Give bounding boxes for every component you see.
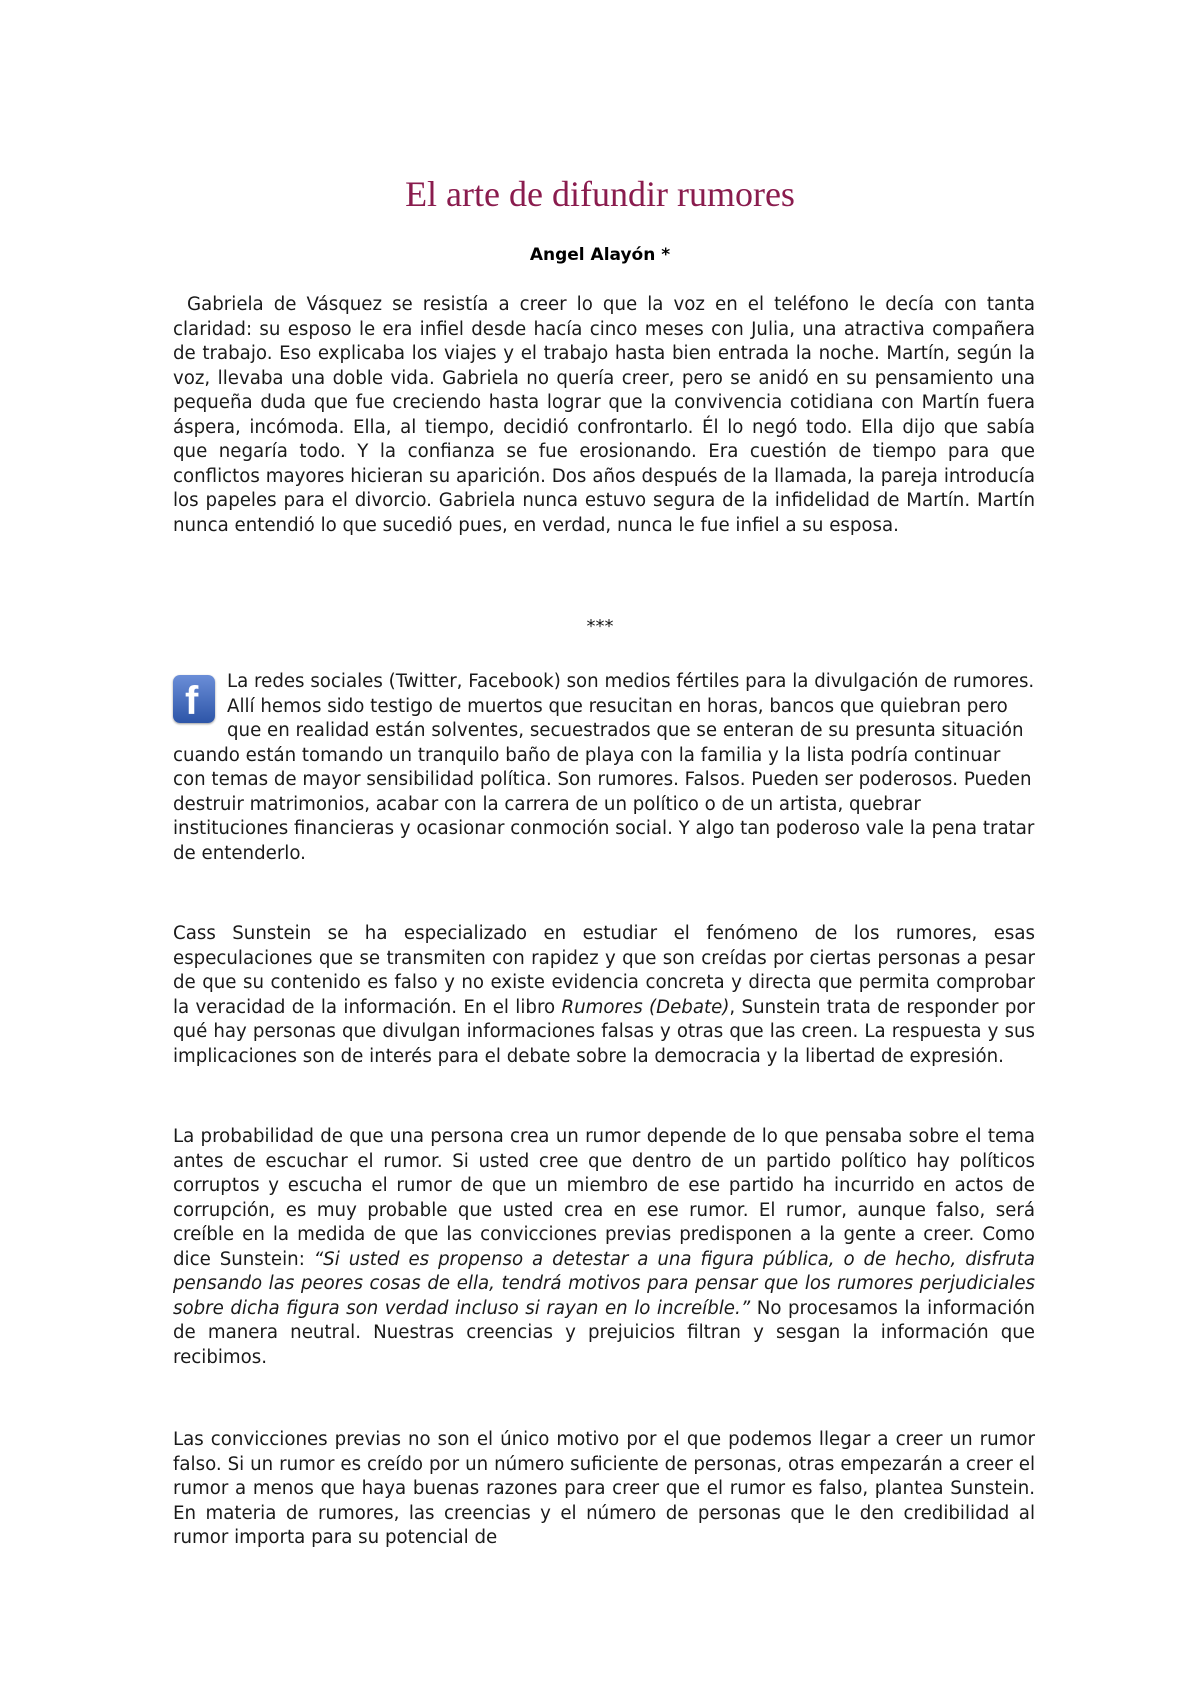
paragraph-sunstein — [173, 922, 1035, 1069]
book-title: Rumores (Debate) — [561, 996, 730, 1018]
paragraph-probability — [173, 1125, 1035, 1370]
paragraph-probability-text-2: No procesamos la información de manera neutral. Nuestras creencias y prejuicios filtran y sesgan la información que recibimos. — [173, 1297, 1035, 1368]
article-author: Angel Alayón * — [529, 245, 671, 265]
section-separator: *** — [586, 616, 614, 637]
paragraph-sunstein-text-1: Cass Sunstein se ha especializado en estudiar el fenómeno de los rumores, esas especulaciones que se transmiten con rapidez y que son creídas por ciertas personas a pesar de que su contenido es falso y no existe evidencia concreta y directa que permita comprobar la veracidad de la información. En el libro — [173, 923, 1035, 1018]
facebook-icon: f — [173, 675, 215, 723]
paragraph-social-networks — [173, 670, 1035, 866]
sunstein-quote: “Si usted es propenso a detestar a una figura pública, o de hecho, disfruta pensando las peores cosas de ella, tendrá motivos para pensar que los rumores perjudiciales sobre dicha figura son verdad incluso si rayan en lo increíble.” — [173, 1248, 1035, 1319]
paragraph-convictions: Las convicciones previas no son el único motivo por el que podemos llegar a creer un rumor falso. Si un rumor es creído por un número suficiente de personas, otras empezarán a creer el rumor a menos que haya buenas razones para creer que el rumor es falso, plantea Sunstein. En materia de rumores, las creencias y el número de personas que le den credibilidad al rumor importa para su potencial de — [173, 1429, 1035, 1548]
paragraph-intro: Gabriela de Vásquez se resistía a creer lo que la voz en el teléfono le decía con tanta claridad: su esposo le era infiel desde hacía cinco meses con Julia, una atractiva compañera de trabajo. Eso explicaba los viajes y el trabajo hasta bien entrada la noche. Martín, según la voz, llevaba una doble vida. Gabriela no quería creer, pero se anidó en su pensamiento una pequeña duda que fue creciendo hasta lograr que la convivencia cotidiana con Martín fuera áspera, incómoda. Ella, al tiempo, decidió confrontarlo. Él lo negó todo. Ella dijo que sabía que negaría todo. Y la confianza se fue erosionando. Era cuestión de tiempo para que conflictos mayores hicieran su aparición. Dos años después de la llamada, la pareja introducía los papeles para el divorcio. Gabriela nunca estuvo segura de la infidelidad de Martín. Martín nunca entendió lo que sucedió pues, en verdad, nunca le fue infiel a su esposa. — [173, 294, 1035, 536]
paragraph-probability-text-1: La probabilidad de que una persona crea un rumor depende de lo que pensaba sobre el tema antes de escuchar el rumor. Si usted cree que dentro de un partido político hay políticos corruptos y escucha el rumor de que un miembro de ese partido ha incurrido en actos de corrupción, es muy probable que usted crea en ese rumor. El rumor, aunque falso, será creíble en la medida de que las convicciones previas predisponen a la gente a creer. Como dice Sunstein: — [173, 1126, 1035, 1270]
paragraph-social-networks-text: La redes sociales (Twitter, Facebook) son medios fértiles para la divulgación de rumores. Allí hemos sido testigo de muertos que resucitan en horas, bancos que quiebran pero que en realidad están solventes, secuestrados que se enteran de su presunta situación cuando están tomando un tranquilo baño de playa con la familia y la lista podría continuar con temas de mayor sensibilidad política. Son rumores. Falsos. Pueden ser poderosos. Pueden destruir matrimonios, acabar con la carrera de un político o de un artista, quebrar instituciones financieras y ocasionar conmoción social. Y algo tan poderoso vale la pena tratar de entenderlo. — [173, 671, 1035, 864]
paragraph-sunstein-text-2: , Sunstein trata de responder por qué hay personas que divulgan informaciones falsas y otras que las creen. La respuesta y sus implicaciones son de interés para el debate sobre la democracia y la libertad de expresión. — [173, 996, 1035, 1067]
article-title: El arte de difundir rumores — [405, 174, 795, 214]
